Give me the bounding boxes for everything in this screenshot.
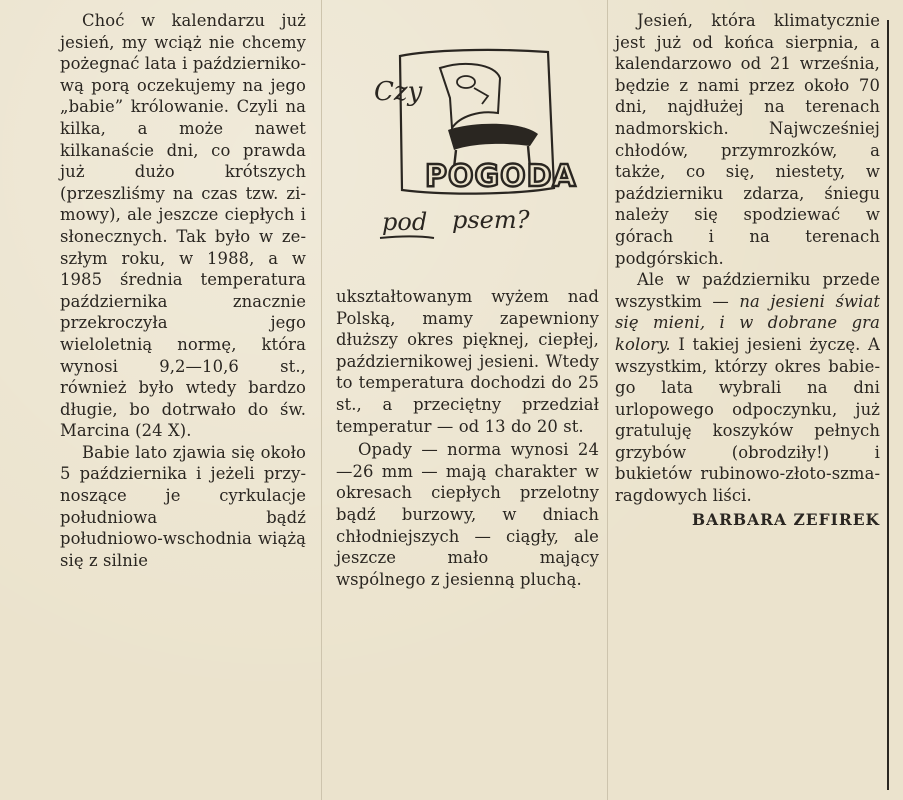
figure-drawing [440,64,500,128]
paragraph-text: I takiej jesieni życzę. A wszystkim, którzy okres babiego lata wybrali na dni urlopowego odpoczynku, już gratuluję koszyków pełnych grzybów (obrodziły!) i bukietów rubinowo-złoto-szmaragdowych liści. [615,334,880,506]
page-edge-line [887,20,889,790]
column-divider [607,0,608,800]
article-column-3 [615,10,880,530]
article-column-2 [336,286,599,590]
logo-bottom-text-1: pod [382,208,428,236]
paragraph: Opady — norma wynosi 24—26 mm — mają charakter w okresach ciepłych przelotny bądź burzowy, w dniach chłodniejszych — ciągły, ale jeszcze mało mający wspólnego z jesienną pluchą. [336,440,599,589]
paragraph: Jesień, która klimatycznie jest już od końca sierpnia, a kalendarzowo od 21 września, będzie z nami przez około 70 dni, najdłużej na terenach nadmorskich. Najwcześniej chłodów, przymrozków, a także, co się, niestety, w październiku zdarza, śniegu należy się spodziewać w górach i na terenach podgórskich. [615,11,880,268]
paragraph: ukształtowanym wyżem nad Polską, mamy zapewniony dłuższy okres pięknej, ciepłej, październikowej jesieni. Wtedy to temperatura dochodzi do 25 st., a przeciętny przedział temperatur — od 13 do 20 st. [336,287,599,436]
author-signature: BARBARA ZEFIREK [692,509,880,529]
paragraph: Babie lato zjawia się około 5 października i jeżeli przynoszące je cyrkulacje południowa bądź południowo-wschodnia wiążą się z silnie [60,442,306,570]
column-divider [321,0,322,800]
logo-bottom-text-2: psem? [452,206,530,234]
figure-eye [457,76,475,88]
paragraph-text: Ale w październiku przede wszystkim — [615,270,880,311]
paragraph: Choć w kalendarzu już jesień, my wciąż nie chcemy pożegnać lata i październikową porą oczekujemy na jego „babie” królowanie. Czyli na kilka, a może nawet kilkanaście dni, co prawda już dużo krótszych (przeszliśmy na czas tzw. zimowy), ale jeszcze ciepłych i słonecznych. Tak było w zeszłym roku, w 1988, a w 1985 średnia temperatura października znacznie przekroczyła jego wieloletnią normę, która wynosi 9,2—10,6 st., również było wtedy bardzo długie, bo dotrwało do św. Marcina (24 X). [60,11,306,441]
logo-main-text: POGODA [425,159,577,194]
underline-stroke [380,237,434,239]
poem-quote: na jesieni świat się mieni, i w dobrane gra kolory. [615,291,881,354]
article-column-1 [60,10,306,571]
logo-top-text: Czy [374,77,423,107]
figure-nose [474,88,488,104]
paragraph [615,269,880,507]
figure-body [448,124,538,150]
pogoda-logo [370,38,580,248]
